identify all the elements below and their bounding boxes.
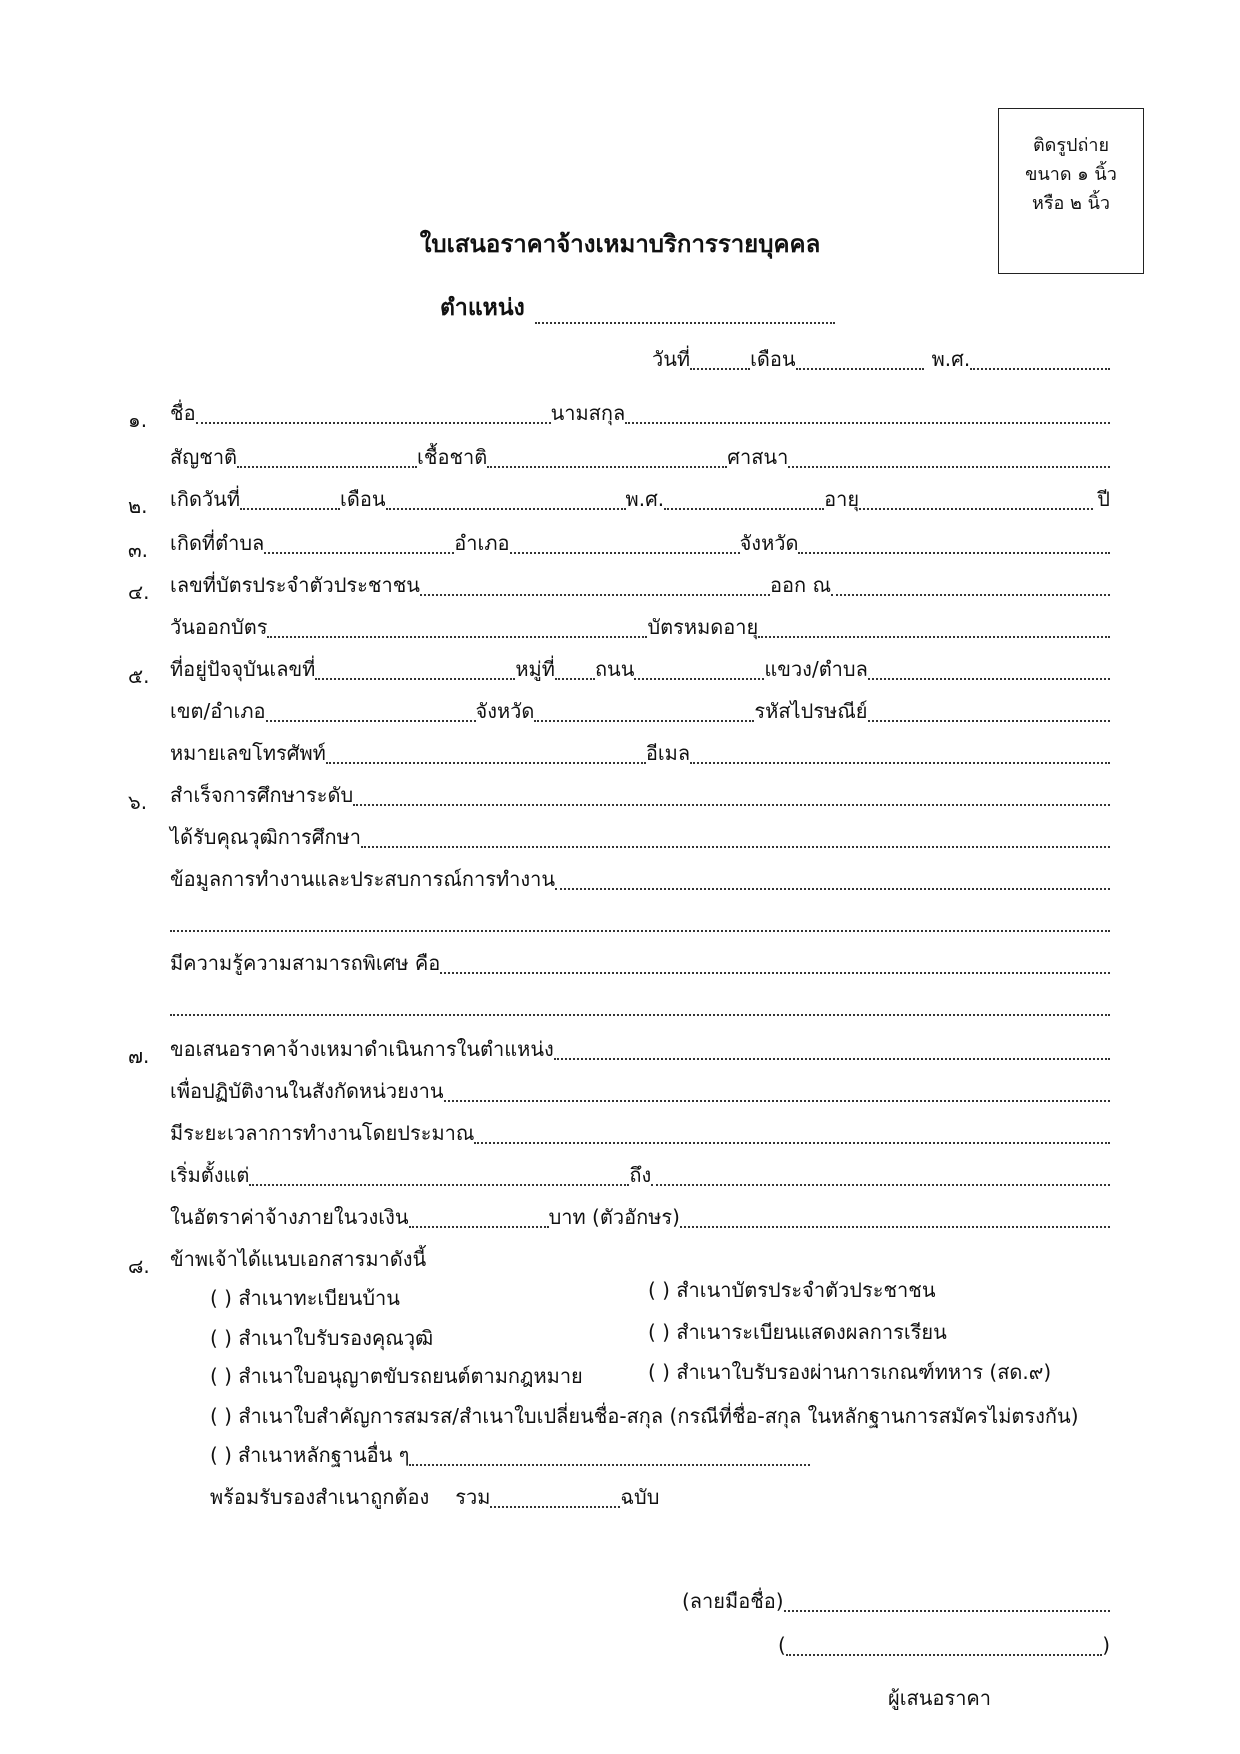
doc-id-card (648, 1274, 936, 1306)
total-label: รวม (455, 1485, 491, 1509)
birth-province-label: จังหวัด (739, 531, 799, 555)
moo-label: หมู่ที่ (515, 657, 555, 681)
expiry-label: บัตรหมดอายุ (647, 615, 759, 639)
doc-house-label: สำเนาทะเบียนบ้าน (238, 1286, 400, 1310)
unit-field[interactable] (444, 1080, 1111, 1102)
expiry-field[interactable] (758, 616, 1110, 638)
birth-district-field[interactable] (510, 532, 740, 554)
birth-day-field[interactable] (240, 488, 340, 510)
section-3-number: ๓. (128, 538, 149, 562)
rate-field[interactable] (409, 1206, 549, 1228)
degree-field[interactable] (361, 826, 1110, 848)
nationality-field[interactable] (237, 446, 417, 468)
section-7-offer-row (170, 1032, 1110, 1062)
email-field[interactable] (690, 742, 1110, 764)
section-7-unit-row (170, 1074, 1110, 1104)
section-6-education-row (170, 778, 1110, 808)
doc-house-registration (210, 1282, 400, 1314)
skills-field[interactable] (440, 952, 1110, 974)
birth-subdistrict-field[interactable] (264, 532, 454, 554)
date-row (652, 342, 1110, 372)
surname-field[interactable] (625, 402, 1110, 424)
education-label: สำเร็จการศึกษาระดับ (170, 783, 354, 807)
surname-label: นามสกุล (550, 401, 626, 425)
province-label: จังหวัด (475, 699, 535, 723)
doc-military-cert (648, 1356, 1051, 1388)
photo-box-line-3: หรือ ๒ นิ้ว (1031, 193, 1111, 214)
doc-idcard-label: สำเนาบัตรประจำตัวประชาชน (676, 1278, 936, 1302)
section-5-address-row (170, 652, 1110, 682)
section-5-number: ๕. (128, 664, 150, 688)
name-label: ชื่อ (170, 401, 196, 425)
experience-label: ข้อมูลการทำงานและประสบการณ์การทำงาน (170, 867, 556, 891)
section-4-number: ๔. (128, 580, 150, 604)
phone-field[interactable] (326, 742, 646, 764)
doc-marriage-label: สำเนาใบสำคัญการสมรส/สำเนาใบเปลี่ยนชื่อ-สกุล (กรณีที่ชื่อ-สกุล ในหลักฐานการสมัครไม่ตรงกัน) (238, 1404, 1079, 1428)
section-1-number: ๑. (128, 408, 148, 432)
skills-field-line-2[interactable] (170, 994, 1110, 1016)
start-label: เริ่มตั้งแต่ (170, 1163, 250, 1187)
issue-date-field[interactable] (267, 616, 647, 638)
address-no-label: ที่อยู่ปัจจุบันเลขที่ (170, 657, 316, 681)
district-label: เขต/อำเภอ (170, 699, 266, 723)
bidder-role-label: ผู้เสนอราคา (888, 1686, 992, 1710)
birth-year-label: พ.ศ. (625, 487, 665, 511)
date-month-field[interactable] (796, 348, 924, 370)
birth-district-label: อำเภอ (454, 531, 510, 555)
open-paren: ( (778, 1633, 786, 1657)
name-field[interactable] (196, 402, 551, 424)
start-field[interactable] (249, 1164, 629, 1186)
unit-label: เพื่อปฏิบัติงานในสังกัดหน่วยงาน (170, 1079, 444, 1103)
duration-label: มีระยะเวลาการทำงานโดยประมาณ (170, 1121, 475, 1145)
doc-cert-label: สำเนาใบรับรองคุณวุฒิ (238, 1326, 434, 1350)
section-8-number: ๘. (128, 1254, 150, 1278)
subdistrict-label: แขวง/ตำบล (764, 657, 868, 681)
baht-text-field[interactable] (680, 1206, 1110, 1228)
subdistrict-field[interactable] (868, 658, 1110, 680)
position-field[interactable] (535, 302, 835, 324)
date-day-label: วันที่ (652, 347, 691, 371)
email-label: อีเมล (645, 741, 691, 765)
section-4-dates-row (170, 610, 1110, 640)
photo-box-line-2: ขนาด ๑ นิ้ว (1025, 164, 1117, 185)
certify-row (210, 1480, 710, 1510)
date-month-label: เดือน (750, 347, 796, 371)
degree-label: ได้รับคุณวุฒิการศึกษา (170, 825, 362, 849)
checkbox-other[interactable]: ( ) (210, 1443, 232, 1467)
checkbox-degree-cert[interactable]: ( ) (210, 1326, 232, 1350)
doc-other (210, 1438, 810, 1468)
province-field[interactable] (534, 700, 754, 722)
phone-label: หมายเลขโทรศัพท์ (170, 741, 326, 765)
birth-year-field[interactable] (664, 488, 824, 510)
years-label: ปี (1097, 487, 1110, 511)
checkbox-id-card[interactable]: ( ) (648, 1278, 670, 1302)
race-label: เชื้อชาติ (417, 445, 488, 469)
experience-field[interactable] (555, 868, 1110, 890)
signature-field[interactable] (784, 1590, 1110, 1612)
issued-at-field[interactable] (831, 574, 1110, 596)
section-8-intro-row (170, 1242, 426, 1272)
doc-marriage-name-change (210, 1400, 1079, 1432)
moo-field[interactable] (555, 658, 595, 680)
section-4-id-row (170, 568, 1110, 598)
section-6-degree-row (170, 820, 1110, 850)
date-year-field[interactable] (970, 348, 1110, 370)
issue-date-label: วันออกบัตร (170, 615, 268, 639)
end-field[interactable] (651, 1164, 1110, 1186)
date-year-label: พ.ศ. (931, 347, 971, 371)
printed-name-field[interactable] (786, 1634, 1102, 1656)
signature-row (682, 1584, 1110, 1614)
doc-license-label: สำเนาใบอนุญาตขับรถยนต์ตามกฎหมาย (238, 1364, 583, 1388)
section-3-row (170, 526, 1110, 556)
age-field[interactable] (859, 488, 1093, 510)
section-2-row (170, 482, 1110, 512)
section-5-contact-row (170, 736, 1110, 766)
photo-box-line-1: ติดรูปถ่าย (1032, 135, 1110, 156)
offer-position-label: ขอเสนอราคาจ้างเหมาดำเนินการในตำแหน่ง (170, 1037, 554, 1061)
checkbox-driving-license[interactable]: ( ) (210, 1364, 232, 1388)
birth-day-label: เกิดวันที่ (170, 487, 241, 511)
section-7-number: ๗. (128, 1044, 150, 1068)
postcode-field[interactable] (868, 700, 1111, 722)
doc-transcript-label: สำเนาระเบียนแสดงผลการเรียน (676, 1320, 947, 1344)
bidder-role (888, 1682, 991, 1714)
religion-label: ศาสนา (727, 445, 789, 469)
race-field[interactable] (487, 446, 727, 468)
signature-label: (ลายมือชื่อ) (682, 1589, 784, 1613)
offer-position-field[interactable] (554, 1038, 1110, 1060)
birth-month-field[interactable] (386, 488, 626, 510)
close-paren: ) (1102, 1633, 1110, 1657)
section-7-rate-row (170, 1200, 1110, 1230)
birth-subdistrict-label: เกิดที่ตำบล (170, 531, 265, 555)
doc-driving-license (210, 1360, 583, 1392)
position-row (440, 290, 835, 326)
copies-count-field[interactable] (490, 1486, 620, 1508)
section-6-number: ๖. (128, 790, 148, 814)
birth-month-label: เดือน (340, 487, 386, 511)
section-1-nationality-row (170, 440, 1110, 470)
education-field[interactable] (353, 784, 1110, 806)
checkbox-marriage-name-change[interactable]: ( ) (210, 1404, 232, 1428)
section-5-district-row (170, 694, 1110, 724)
checkbox-military-cert[interactable]: ( ) (648, 1360, 670, 1384)
end-label: ถึง (629, 1163, 652, 1187)
date-day-field[interactable] (690, 348, 750, 370)
address-no-field[interactable] (315, 658, 515, 680)
road-field[interactable] (634, 658, 764, 680)
doc-other-field[interactable] (409, 1444, 810, 1466)
printed-name-row (778, 1628, 1110, 1658)
skills-label: มีความรู้ความสามารถพิเศษ คือ (170, 951, 441, 975)
section-6-skills-continued (170, 988, 1110, 1018)
checkbox-house-registration[interactable]: ( ) (210, 1286, 232, 1310)
baht-text-label: บาท (ตัวอักษร) (548, 1205, 680, 1229)
district-field[interactable] (266, 700, 476, 722)
religion-field[interactable] (788, 446, 1110, 468)
nationality-label: สัญชาติ (170, 445, 238, 469)
duration-field[interactable] (474, 1122, 1110, 1144)
section-2-number: ๒. (128, 494, 148, 518)
experience-field-line-2[interactable] (170, 910, 1110, 932)
attachments-intro: ข้าพเจ้าได้แนบเอกสารมาดังนี้ (170, 1247, 427, 1271)
section-7-period-row (170, 1158, 1110, 1188)
doc-degree-cert (210, 1322, 433, 1354)
issued-at-label: ออก ณ (769, 573, 831, 597)
position-label: ตำแหน่ง (440, 295, 525, 321)
doc-military-label: สำเนาใบรับรองผ่านการเกณฑ์ทหาร (สด.๙) (676, 1360, 1052, 1384)
certify-label: พร้อมรับรองสำเนาถูกต้อง (210, 1485, 430, 1509)
copies-label: ฉบับ (620, 1485, 660, 1509)
doc-other-label: สำเนาหลักฐานอื่น ๆ (237, 1443, 410, 1467)
rate-label: ในอัตราค่าจ้างภายในวงเงิน (170, 1205, 409, 1229)
form-title: ใบเสนอราคาจ้างเหมาบริการรายบุคคล (419, 230, 821, 258)
birth-province-field[interactable] (798, 532, 1110, 554)
section-6-skills-row (170, 946, 1110, 976)
section-6-experience-continued (170, 904, 1110, 934)
id-number-label: เลขที่บัตรประจำตัวประชาชน (170, 573, 420, 597)
age-label: อายุ (824, 487, 860, 511)
road-label: ถนน (594, 657, 635, 681)
checkbox-transcript[interactable]: ( ) (648, 1320, 670, 1344)
section-1-name-row (170, 396, 1110, 426)
doc-transcript (648, 1316, 947, 1348)
section-6-experience-row (170, 862, 1110, 892)
id-number-field[interactable] (420, 574, 770, 596)
section-7-duration-row (170, 1116, 1110, 1146)
postcode-label: รหัสไปรษณีย์ (754, 699, 868, 723)
